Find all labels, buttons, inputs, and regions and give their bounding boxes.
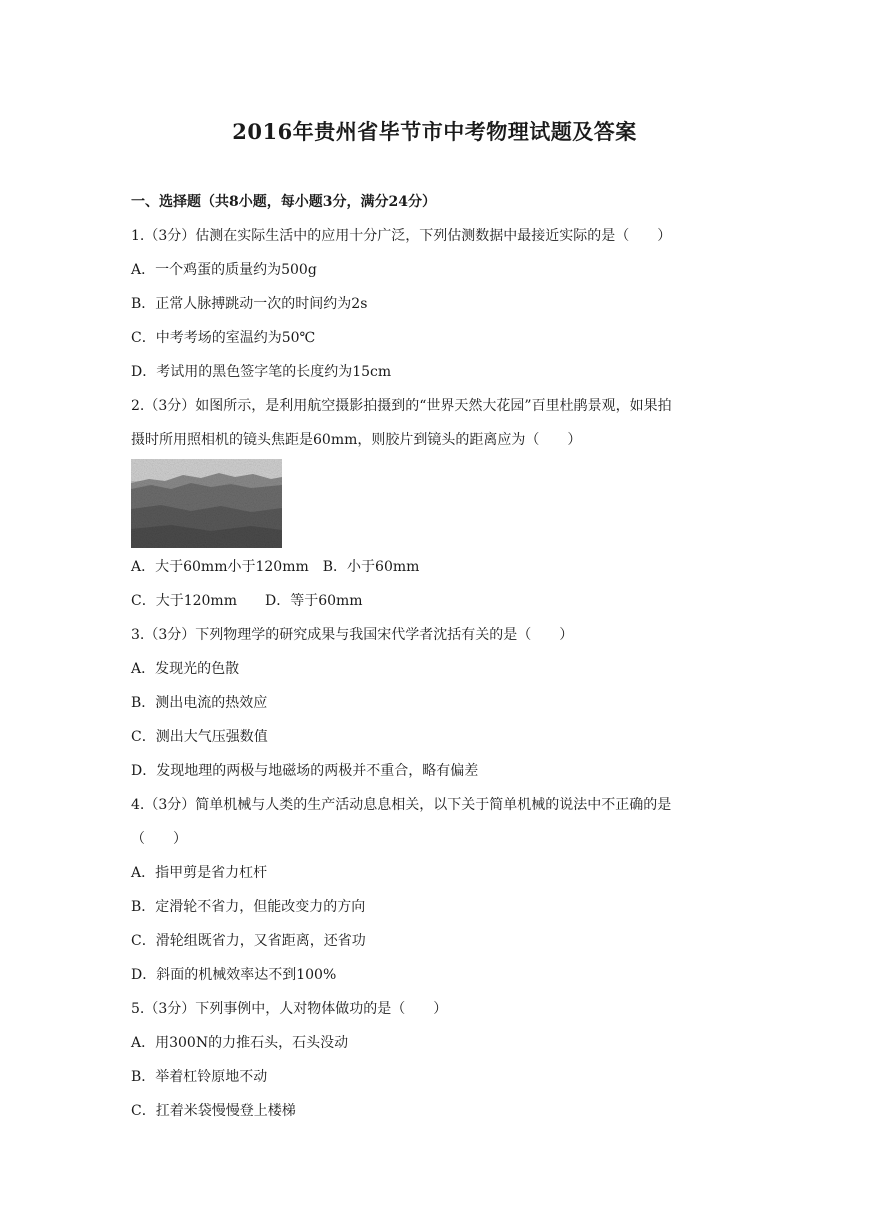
question-2-options-row-2: C．大于120mm D．等于60mm <box>131 593 363 609</box>
question-5-option-a: A．用300N的力推石头，石头没动 <box>131 1035 349 1051</box>
question-1-option-b: B．正常人脉搏跳动一次的时间约为2s <box>131 296 368 312</box>
question-3-option-d: D．发现地理的两极与地磁场的两极并不重合，略有偏差 <box>131 763 479 779</box>
question-3-stem: 3.（3分）下列物理学的研究成果与我国宋代学者沈括有关的是（ ） <box>131 627 574 643</box>
question-1-option-a: A．一个鸡蛋的质量约为500g <box>131 262 317 278</box>
question-2-stem-line-2: 摄时所用照相机的镜头焦距是60mm，则胶片到镜头的距离应为（ ） <box>131 432 582 448</box>
question-5-option-b: B．举着杠铃原地不动 <box>131 1069 268 1085</box>
question-2-options-row-1: A．大于60mm小于120mm B．小于60mm <box>131 559 420 575</box>
page-title: 2016年贵州省毕节市中考物理试题及答案 <box>232 119 637 144</box>
question-3-option-c: C．测出大气压强数值 <box>131 729 268 745</box>
question-4-stem-line-1: 4.（3分）简单机械与人类的生产活动息息相关，以下关于简单机械的说法中不正确的是 <box>131 797 672 813</box>
question-4-option-d: D．斜面的机械效率达不到100% <box>131 967 337 983</box>
question-1-option-d: D．考试用的黑色签字笔的长度约为15cm <box>131 364 392 380</box>
question-5-option-c: C．扛着米袋慢慢登上楼梯 <box>131 1103 296 1119</box>
question-5-stem: 5.（3分）下列事例中，人对物体做功的是（ ） <box>131 1001 448 1017</box>
question-4-option-b: B．定滑轮不省力，但能改变力的方向 <box>131 899 366 915</box>
question-4-stem-line-2: （ ） <box>131 831 187 847</box>
section-heading: 一、选择题（共8小题，每小题3分，满分24分） <box>131 194 436 210</box>
question-4-option-c: C．滑轮组既省力，又省距离，还省功 <box>131 933 366 949</box>
question-4-option-a: A．指甲剪是省力杠杆 <box>131 865 268 881</box>
question-1-stem: 1.（3分）估测在实际生活中的应用十分广泛，下列估测数据中最接近实际的是（ ） <box>131 228 672 244</box>
landscape-photo <box>131 459 282 548</box>
question-1-option-c: C．中考考场的室温约为50℃ <box>131 330 316 346</box>
question-3-option-b: B．测出电流的热效应 <box>131 695 268 711</box>
question-3-option-a: A．发现光的色散 <box>131 661 240 677</box>
question-2-stem-line-1: 2.（3分）如图所示，是利用航空摄影拍摄到的“世界天然大花园”百里杜鹃景观，如果拍 <box>131 398 672 414</box>
